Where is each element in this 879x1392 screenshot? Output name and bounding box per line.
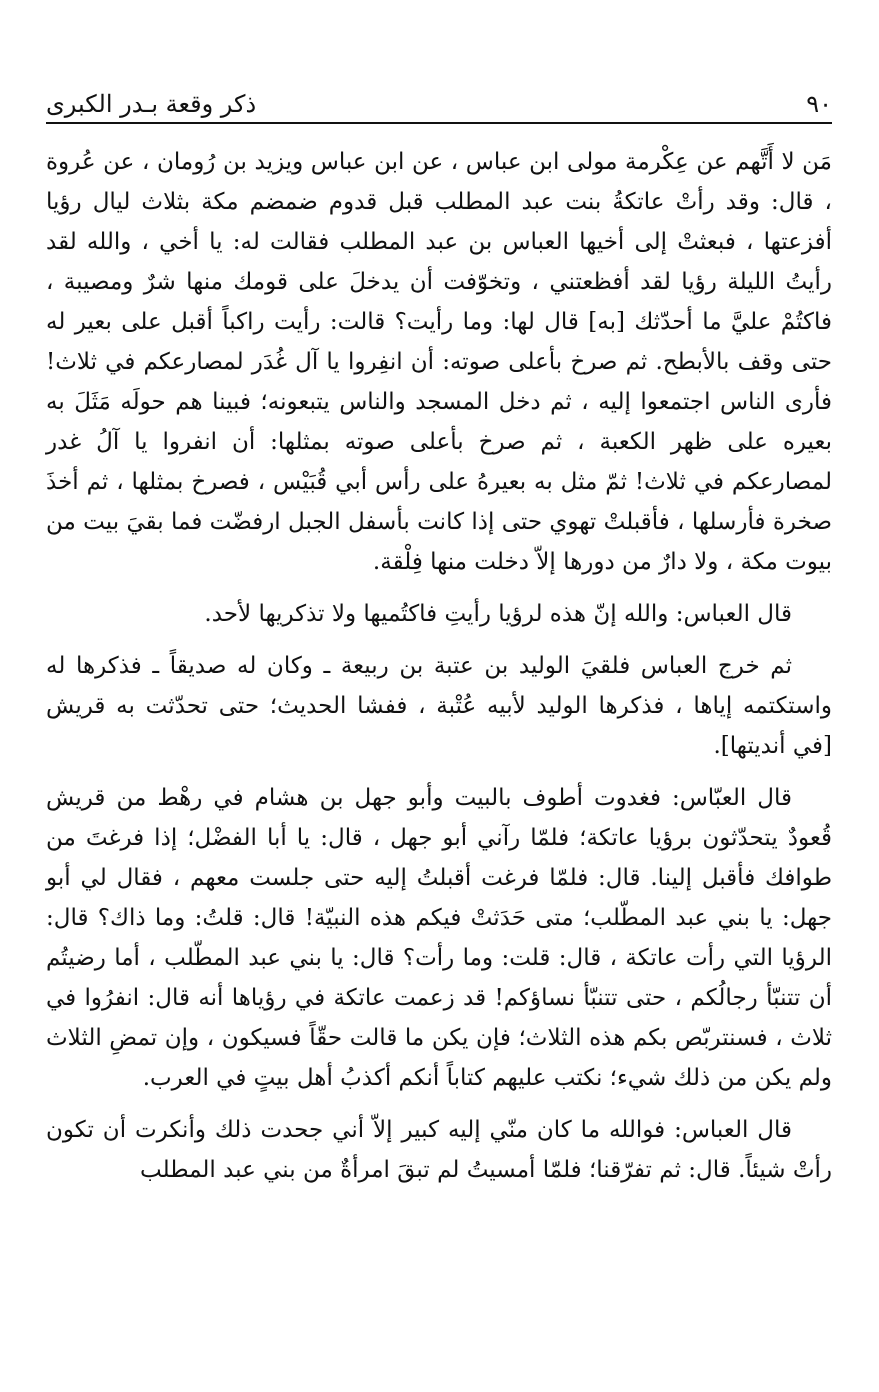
page-number: ٩٠: [806, 90, 832, 118]
paragraph: مَن لا أَتَّهم عن عِكْرمة مولى ابن عباس ، عن ابن عباس ويزيد بن رُومان ، عن عُروة ، قال: وقد رأتْ عاتكةُ بنت عبد المطلب قبل قدوم ضمضم مكة بثلاث ليال رؤيا أفزعتها ، فبعثتْ إلى أخيها العباس بن عبد المطلب فقالت له: يا أخي ، والله لقد رأيتُ الليلة رؤيا لقد أفظعتني ، وتخوّفت أن يدخلَ على قومك منها شرٌ ومصيبة ، فاكتُمْ عليَّ ما أحدّثك [به] قال لها: وما رأيت؟ قالت: رأيت راكباً أقبل على بعير له حتى وقف بالأبطح. ثم صرخ بأعلى صوته: أن انفِروا يا آل غُدَر لمصارعكم في ثلاث! فأرى الناس اجتمعوا إليه ، ثم دخل المسجد والناس يتبعونه؛ فبينا هم حولَه مَثَلَ به بعيره على ظهر الكعبة ، ثم صرخ بأعلى صوته بمثلها: أن انفروا يا آلُ غدر لمصارعكم في ثلاث! ثمّ مثل به بعيرهُ على رأس أبي قُبَيْس ، فصرخ بمثلها ، ثم أخذَ صخرة فأرسلها ، فأقبلتْ تهوي حتى إذا كانت بأسفل الجبل ارفضّت فما بقيَ بيت من بيوت مكة ، ولا دارٌ من دورها إلاّ دخلت منها فِلْقة.: [46, 149, 832, 575]
paragraph: قال العباس: فوالله ما كان منّي إليه كبير إلاّ أني جحدت ذلك وأنكرت أن تكون رأتْ شيئاً. قال: ثم تفرّقنا؛ فلمّا أمسيتُ لم تبقَ امرأةٌ من بني عبد المطلب: [46, 1117, 832, 1183]
running-title: ذكر وقعة بـدر الكبرى: [46, 90, 257, 118]
header-divider: [46, 122, 832, 124]
paragraph: قال العباس: والله إنّ هذه لرؤيا رأيتِ فاكتُميها ولا تذكريها لأحد.: [204, 601, 792, 627]
paragraph: قال العبّاس: فغدوت أطوف بالبيت وأبو جهل بن هشام في رهْط من قريش قُعودٌ يتحدّثون برؤيا عاتكة؛ فلمّا رآني أبو جهل ، قال: يا أبا الفضْل؛ إذا فرغتَ من طوافك فأقبل إلينا. قال: فلمّا فرغت أقبلتُ إليه حتى جلست معهم ، فقال لي أبو جهل: يا بني عبد المطّلب؛ متى حَدَثتْ فيكم هذه النبيّة! قال: قلتُ: وما ذاك؟ قال: الرؤيا التي رأت عاتكة ، قال: قلت: وما رأت؟ قال: يا بني عبد المطّلب ، أما رضيتُم أن تتنبّأ رجالُكم ، حتى تتنبّأ نساؤكم! قد زعمت عاتكة في رؤياها أنه قال: انفرُوا في ثلاث ، فسنتربّص بكم هذه الثلاث؛ فإن يكن ما قالت حقّاً فسيكون ، وإن تمضِ الثلاث ولم يكن من ذلك شيء؛ نكتب عليهم كتاباً أنكم أكذبُ أهل بيتٍ في العرب.: [46, 785, 832, 1091]
running-header: [46, 84, 832, 120]
body-text: [46, 142, 832, 1190]
paragraph: ثم خرج العباس فلقيَ الوليد بن عتبة بن ربيعة ـ وكان له صديقاً ـ فذكرها له واستكتمه إياها ، فذكرها الوليد لأبيه عُتْبة ، ففشا الحديث؛ حتى تحدّثت به قريش [في أنديتها].: [46, 653, 832, 759]
